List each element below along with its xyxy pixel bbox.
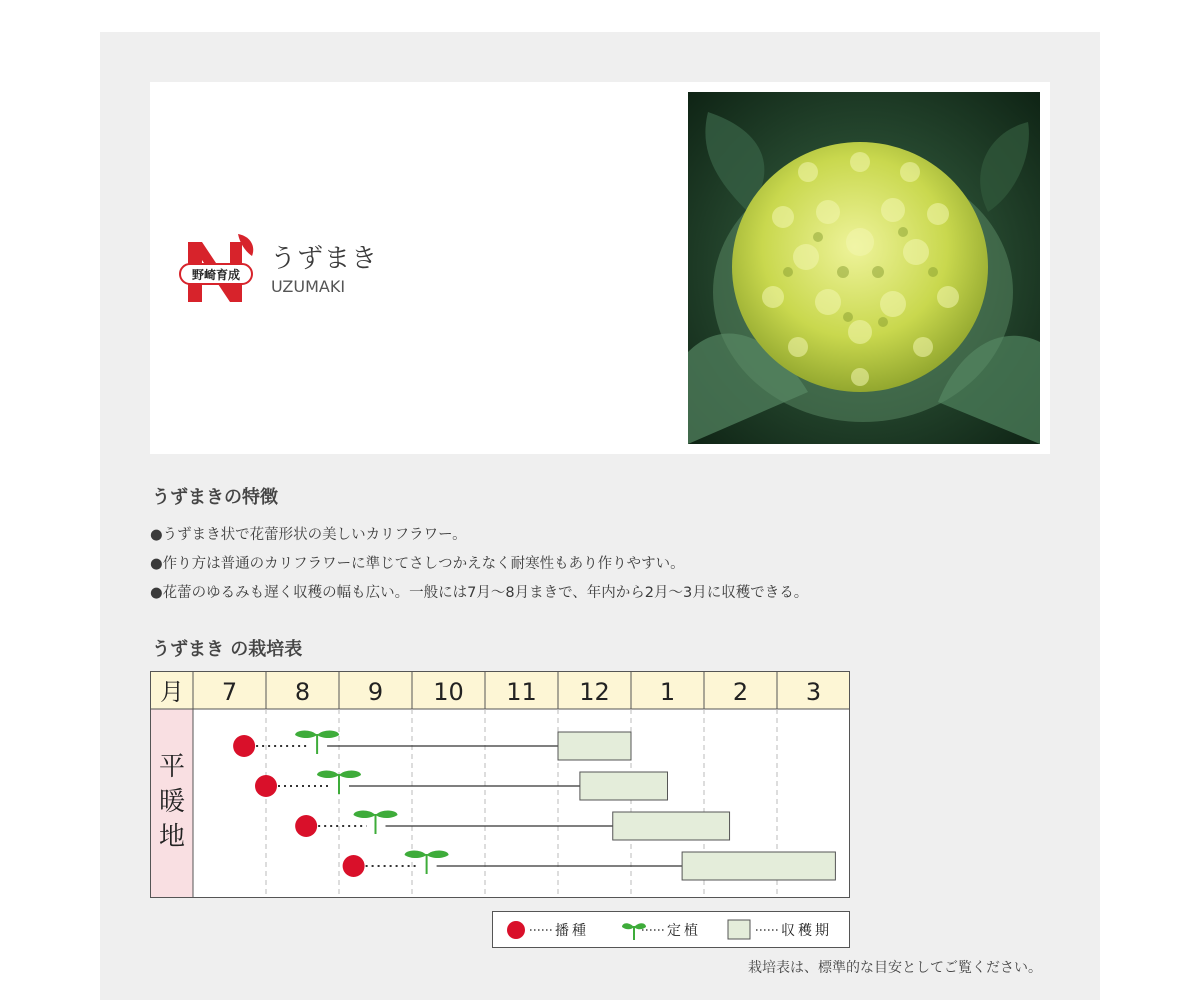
month-label: 8 [294, 678, 311, 706]
month-label: 7 [221, 678, 238, 706]
nozaki-logo [178, 232, 258, 308]
feature-item: ●作り方は普通のカリフラワーに準じてさしつかえなく耐寒性もあり作りやすい。 [150, 556, 685, 572]
region-char: 平 [158, 752, 186, 782]
harvest-period [558, 732, 631, 760]
feature-item: ●花蕾のゆるみも遅く収穫の幅も広い。一般には7月〜8月まきで、年内から2月〜3月に収穫できる。 [150, 585, 809, 601]
region-label [159, 752, 185, 852]
month-header-label: 月 [160, 678, 184, 706]
sow-marker [255, 775, 277, 797]
month-label: 12 [579, 678, 610, 706]
legend [492, 911, 850, 948]
region-char: 地 [158, 822, 186, 852]
month-label: 1 [659, 678, 676, 706]
romanesco-photo [688, 92, 1040, 444]
sow-marker [233, 735, 255, 757]
feature-item: ●うずまき状で花蕾形状の美しいカリフラワー。 [150, 527, 467, 543]
month-label: 9 [367, 678, 384, 706]
month-label: 3 [805, 678, 822, 706]
month-label: 10 [433, 678, 464, 706]
legend-sow-label: 播種 [555, 923, 589, 939]
legend-sow-icon [507, 921, 525, 939]
legend-harvest-icon [728, 920, 750, 939]
features-list [150, 524, 808, 611]
features-title: うずまきの特徴 [152, 487, 278, 508]
harvest-period [613, 812, 730, 840]
sow-marker [295, 815, 317, 837]
logo-text: 野崎育成 [191, 268, 241, 282]
schedule-title: うずまき の栽培表 [152, 639, 303, 660]
sow-marker [343, 855, 365, 877]
region-char: 暖 [158, 787, 186, 817]
legend-transplant-label: 定植 [667, 923, 701, 939]
month-label: 2 [732, 678, 749, 706]
variety-name-en: UZUMAKI [271, 277, 346, 296]
variety-name-jp: うずまき [270, 244, 379, 274]
month-label: 11 [506, 678, 537, 706]
harvest-period [682, 852, 835, 880]
harvest-period [580, 772, 668, 800]
legend-harvest-label: 収穫期 [781, 923, 832, 939]
schedule-note: 栽培表は、標準的な目安としてご覧ください。 [748, 960, 1042, 976]
cultivation-schedule-table [150, 671, 850, 898]
